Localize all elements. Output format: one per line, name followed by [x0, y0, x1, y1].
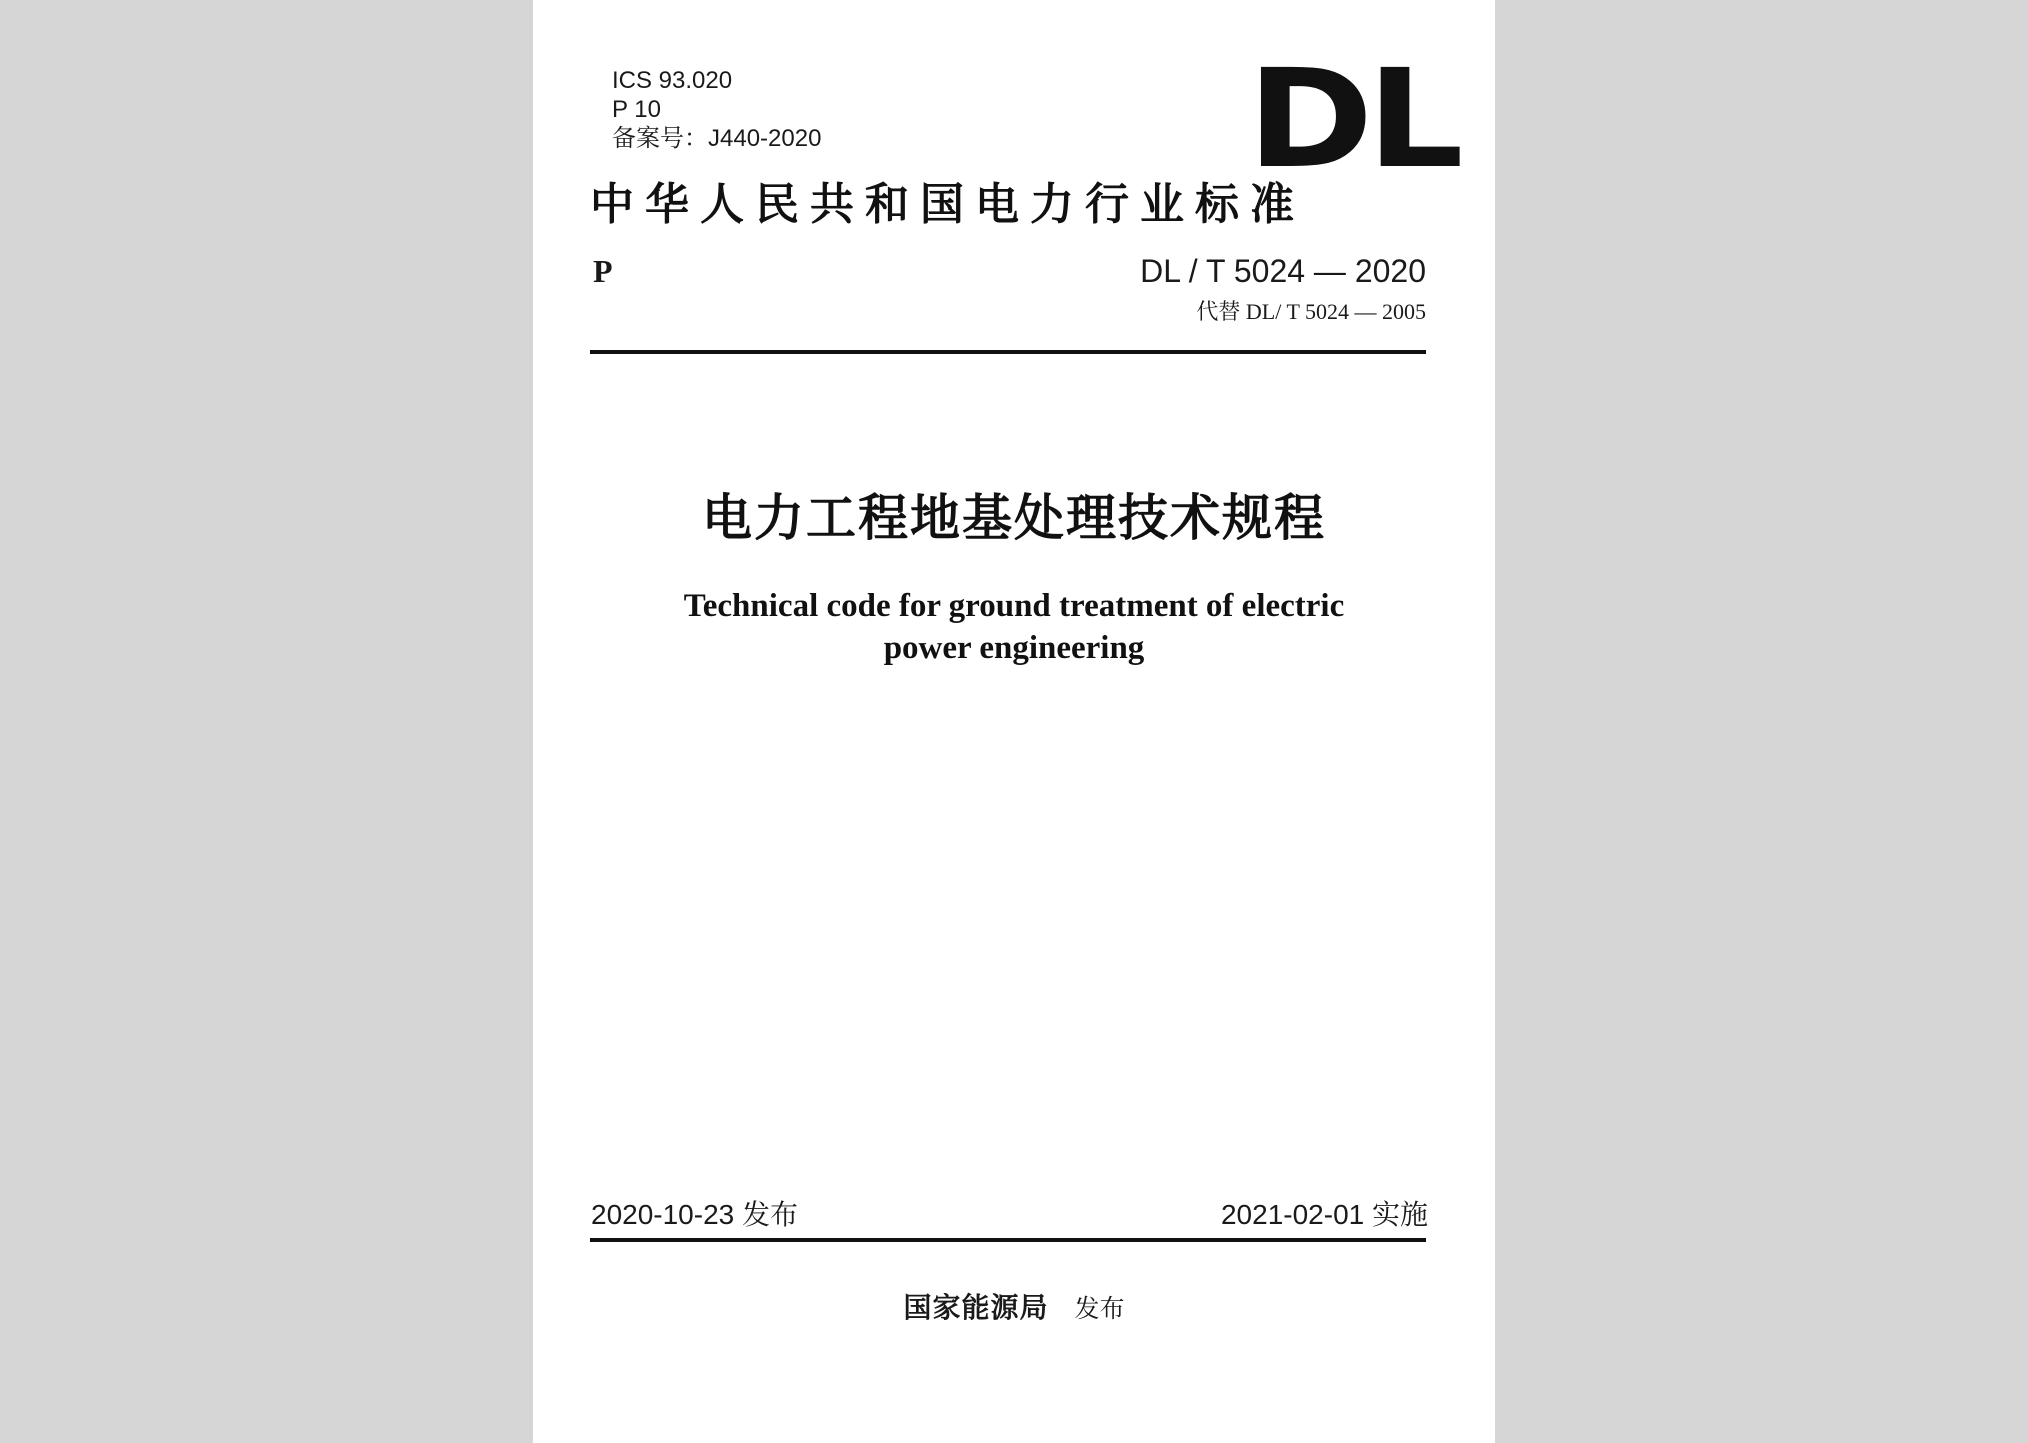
- title-english-line-1: Technical code for ground treatment of electric: [683, 588, 1345, 624]
- standard-code: DL / T 5024 — 2020: [1140, 253, 1426, 289]
- publisher-organization: 国家能源局: [903, 1291, 1049, 1324]
- classification-block: [612, 66, 821, 153]
- document-page: [533, 0, 1495, 1443]
- dl-logo: DL: [1247, 41, 1458, 199]
- replaces-standard: 代替 DL/ T 5024 — 2005: [1196, 299, 1426, 324]
- document-title-english: [533, 585, 1495, 669]
- standard-category: P: [593, 253, 613, 289]
- publisher-line: [533, 1290, 1495, 1327]
- title-english-line-2: power engineering: [883, 630, 1145, 666]
- issue-date: 2020-10-23 发布: [591, 1199, 799, 1230]
- classification-code: P 10: [612, 96, 661, 123]
- record-number: 备案号：J440-2020: [612, 125, 822, 152]
- standard-title: 中华人民共和国电力行业标准: [590, 179, 1305, 230]
- document-title-chinese: 电力工程地基处理技术规程: [702, 489, 1326, 547]
- bottom-divider: [590, 1238, 1426, 1242]
- ics-code: ICS 93.020: [612, 67, 733, 94]
- top-divider: [590, 350, 1426, 354]
- publisher-action: 发布: [1074, 1294, 1125, 1323]
- implementation-date: 2021-02-01 实施: [1220, 1199, 1428, 1230]
